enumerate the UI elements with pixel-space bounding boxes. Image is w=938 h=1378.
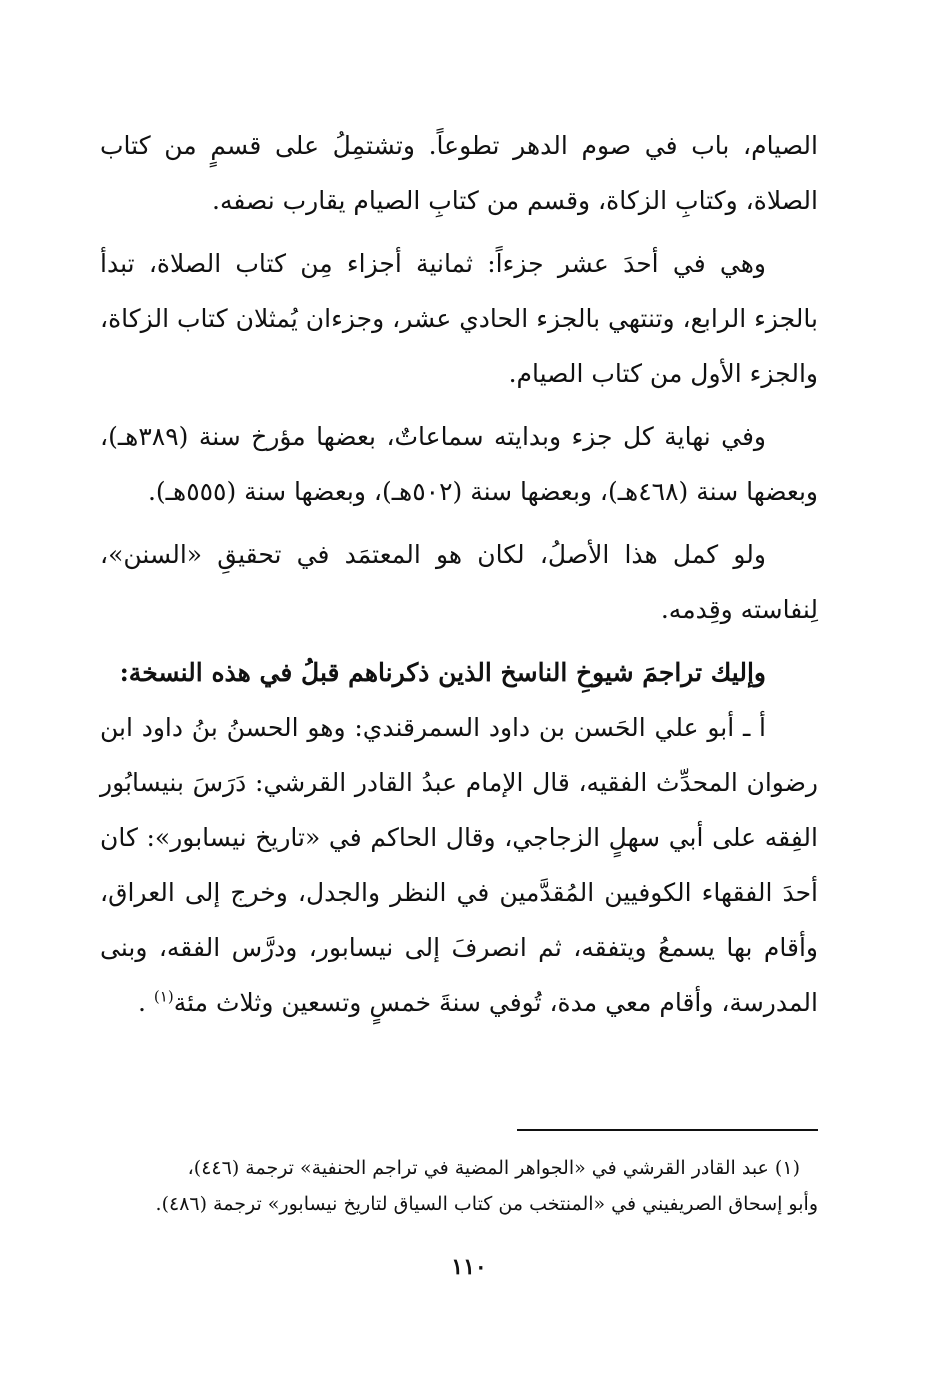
biography-text: أ ـ أبو علي الحَسن بن داود السمرقندي: وهو الحسنُ بنُ داود ابن رضوان المحدِّث الفقيه، قال الإمام عبدُ القادر القرشي: دَرَسَ بنيسابُور الفِقه على أبي سهلٍ الزجاجي، وقال الحاكم في «تاريخ نيسابور»: كان أحدَ الفقهاء الكوفيين المُقدَّمين في النظر والجدل، وخرج إلى العراق، وأقام بها يسمعُ ويتفقه، ثم انصرفَ إلى نيسابور، ودرَّس الفقه، وبنى المدرسة، وأقام معي مدة، تُوفي سنةَ خمسٍ وتسعين وثلاث مئة (100, 713, 818, 1017)
page-number: ١١٠ (451, 1254, 487, 1280)
footnote-line-1: (١) عبد القادر القرشي في «الجواهر المضية في تراجم الحنفية» ترجمة (٤٤٦)، (187, 1157, 800, 1179)
paragraph-samaat: وفي نهاية كل جزء وبدايته سماعاتٌ، بعضها مؤرخ سنة (٣٨٩هـ)، وبعضها سنة (٤٦٨هـ)، وبعضها سنة (٥٠٢هـ)، وبعضها سنة (٥٥٥هـ). (100, 422, 818, 506)
page-body (100, 118, 818, 1030)
paragraph-biography (100, 700, 818, 1030)
footnote-divider (517, 1129, 818, 1131)
footnote-line-2: وأبو إسحاق الصريفيني في «المنتخب من كتاب السياق لتاريخ نيسابور» ترجمة (٤٨٦). (155, 1193, 818, 1215)
paragraph-original-value: ولو كمل هذا الأصلُ، لكان هو المعتمَد في تحقيقِ «السنن»، لِنفاسته وقِدمه. (100, 540, 818, 624)
paragraph-parts-count: وهي في أحدَ عشر جزءاً: ثمانية أجزاء مِن كتاب الصلاة، تبدأ بالجزء الرابع، وتنتهي بالجزء الحادي عشر، وجزءان يُمثلان كتاب الزكاة، والجزء الأول من كتاب الصيام. (100, 249, 818, 388)
footnote-reference: (١) (153, 987, 174, 1006)
footnotes (100, 1150, 818, 1222)
paragraph-intro: الصيام، باب في صوم الدهر تطوعاً. وتشتمِلُ على قسمٍ من كتاب الصلاة، وكتابِ الزكاة، وقسم من كتابِ الصيام يقارب نصفه. (100, 131, 818, 215)
section-heading: وإليك تراجمَ شيوخِ الناسخ الذين ذكرناهم قبلُ في هذه النسخة: (119, 658, 766, 687)
biography-end: . (138, 988, 146, 1017)
